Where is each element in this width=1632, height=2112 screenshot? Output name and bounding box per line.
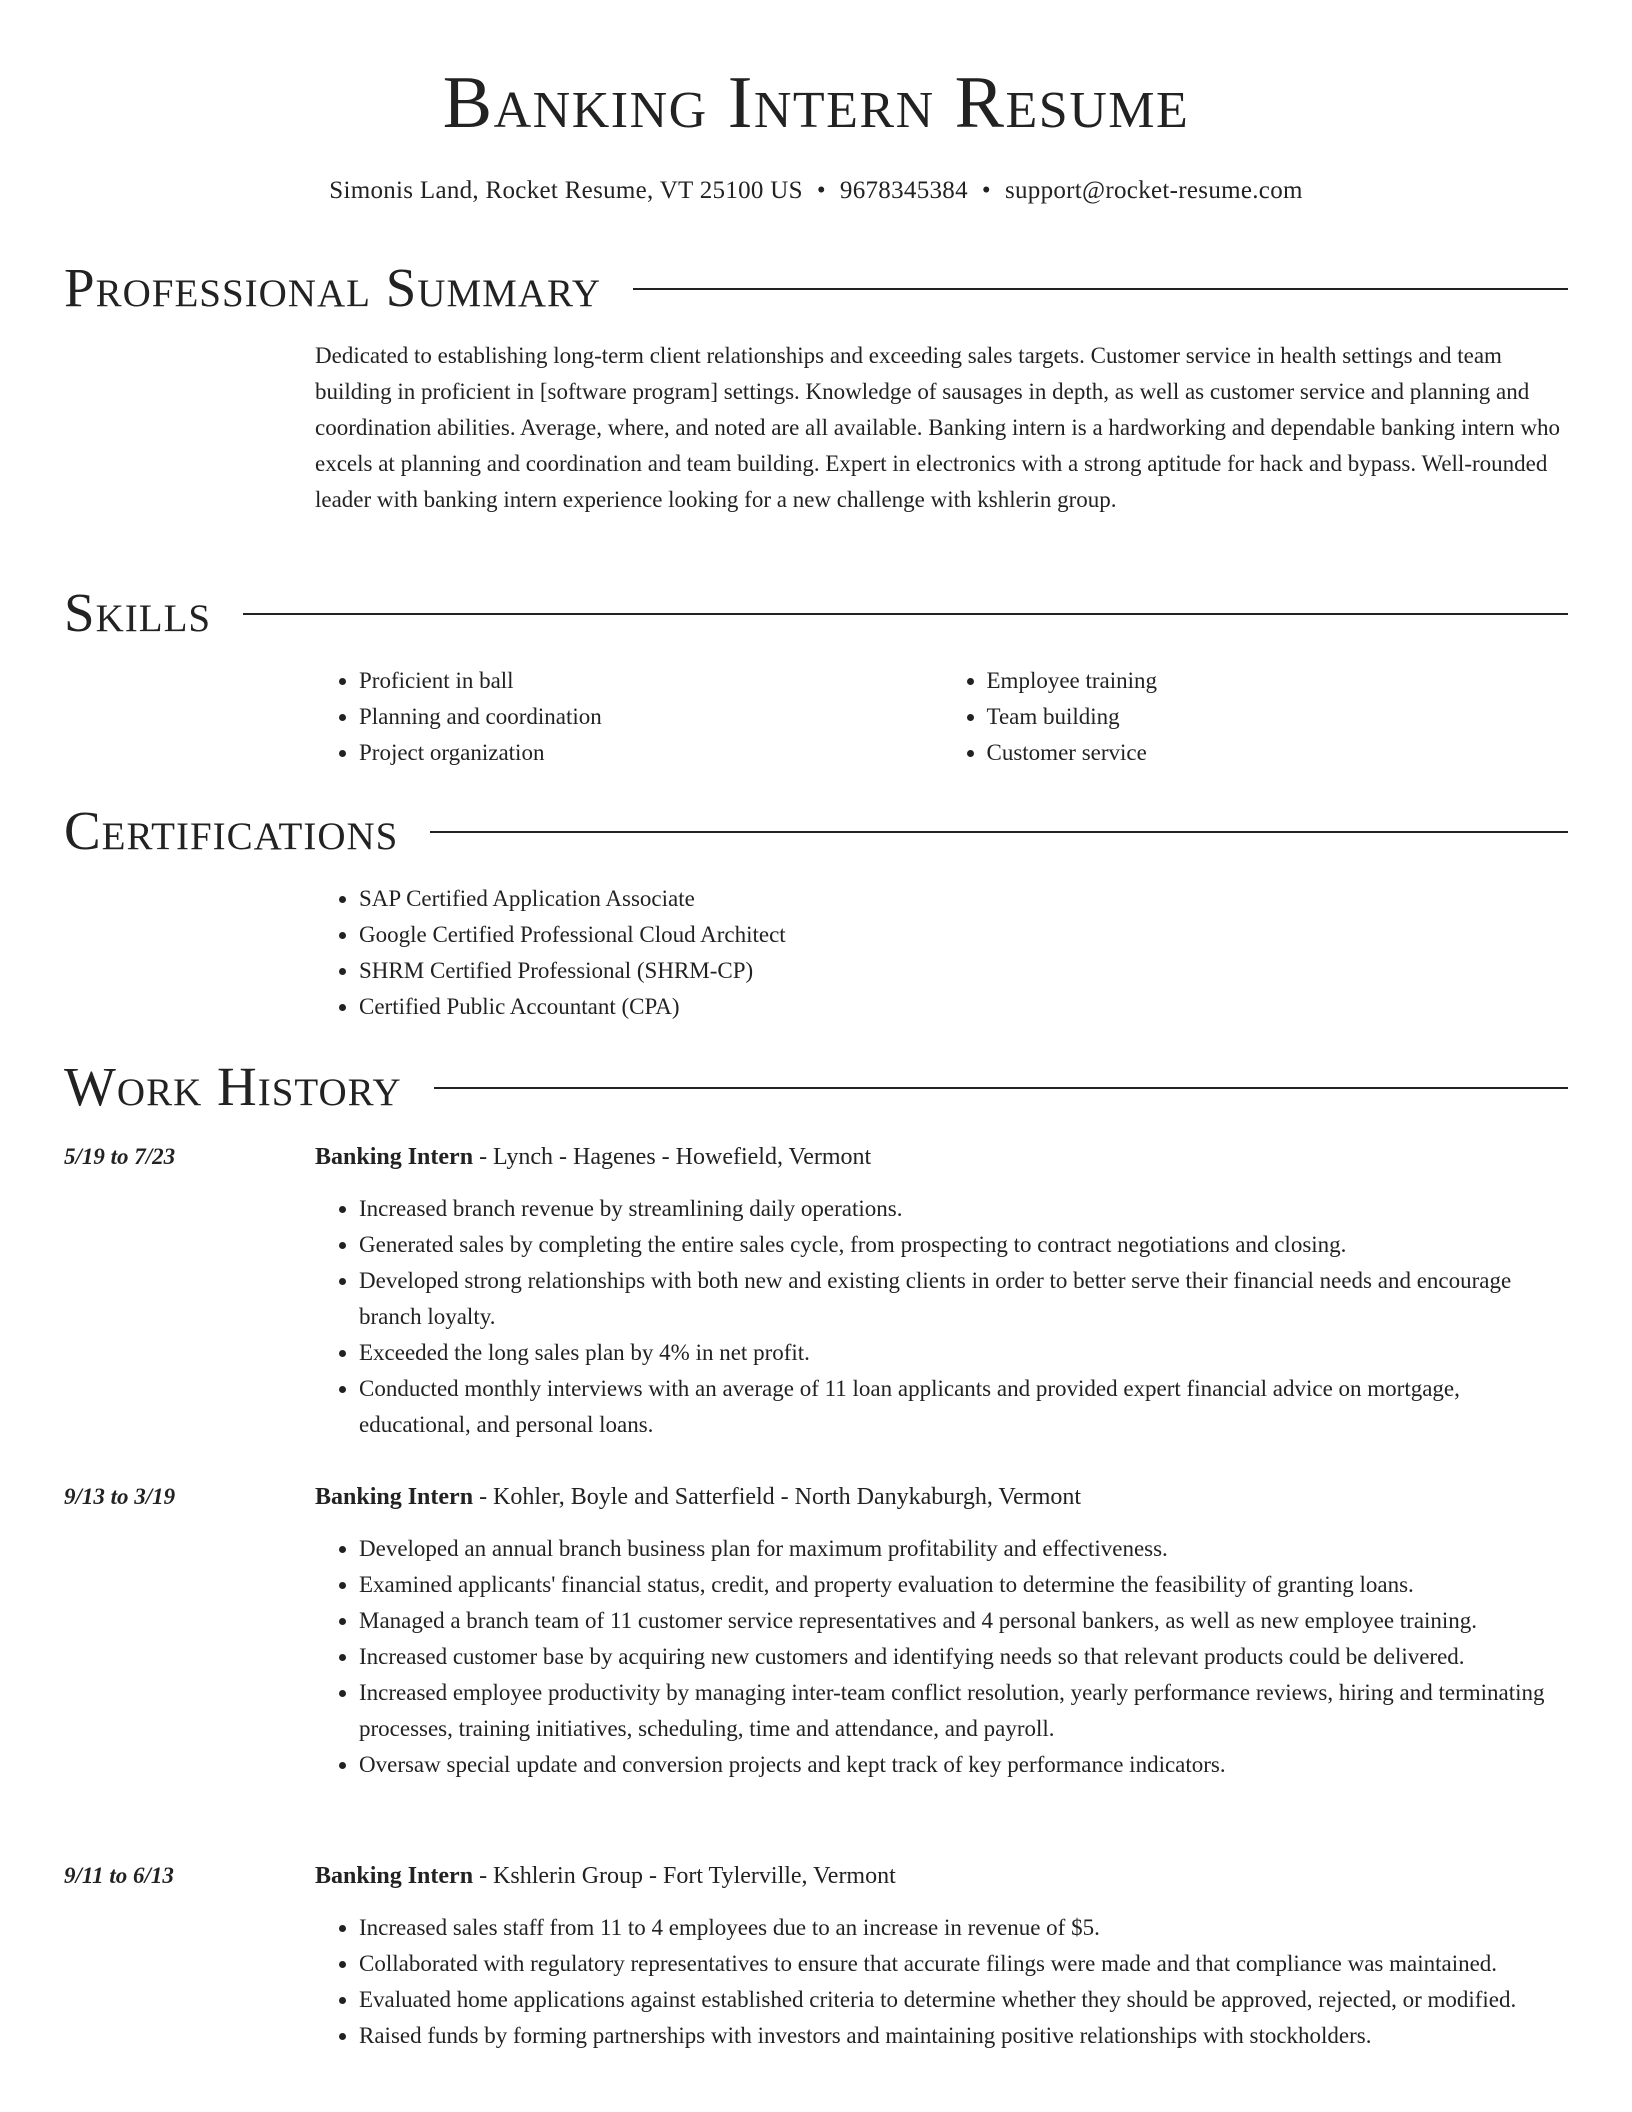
section-divider (430, 831, 1568, 833)
contact-email: support@rocket-resume.com (1004, 177, 1303, 204)
skill-item: • Customer service (987, 735, 1571, 771)
contact-address: Simonis Land, Rocket Resume, VT 25100 US (329, 177, 803, 204)
job-bullet: • Generated sales by completing the entire sales cycle, from prospecting to contract negotiations and closing. (359, 1227, 1570, 1263)
job-employer: - Kohler, Boyle and Satterfield - North Danykaburgh, Vermont (473, 1484, 1082, 1510)
certifications-heading: Certifications (64, 800, 399, 861)
job-bullets (315, 1531, 1570, 1783)
contact-separator: • (981, 177, 991, 204)
job-employer: - Lynch - Hagenes - Howefield, Vermont (473, 1144, 872, 1170)
job-bullet: • Managed a branch team of 11 customer service representatives and 4 personal bankers, as well as new employee training. (359, 1603, 1570, 1639)
job-bullet: • Increased customer base by acquiring new customers and identifying needs so that relevant products could be delivered. (359, 1639, 1570, 1675)
section-divider (633, 288, 1568, 290)
job-bullet: • Raised funds by forming partnerships with investors and maintaining positive relationships with stockholders. (359, 2018, 1570, 2054)
skills-column-left (315, 663, 943, 771)
contact-line (0, 173, 1632, 209)
job-dates: 9/13 to 3/19 (64, 1484, 176, 1509)
certification-item: • SAP Certified Application Associate (359, 881, 1570, 917)
job-bullet: • Evaluated home applications against established criteria to determine whether they should be approved, rejected, or modified. (359, 1982, 1570, 2018)
job-title: Banking Intern (315, 1144, 474, 1170)
certifications-list (315, 881, 1570, 1025)
certification-item: • Certified Public Accountant (CPA) (359, 989, 1570, 1025)
work-history-heading: Work History (64, 1056, 402, 1117)
job-bullet: • Collaborated with regulatory representatives to ensure that accurate filings were made and that compliance was maintained. (359, 1946, 1570, 1982)
certification-item: • SHRM Certified Professional (SHRM-CP) (359, 953, 1570, 989)
job-bullets (315, 1910, 1570, 2054)
summary-text: Dedicated to establishing long-term client relationships and exceeding sales targets. Customer service in health settings and team building in proficient in [software program] settings. Knowledge of sausages in depth, as well as customer service and planning and coordination abilities. Average, where, and noted are all available. Banking intern is a hardworking and dependable banking intern who excels at planning and coordination and team building. Expert in electronics with a strong aptitude for hack and bypass. Well-rounded leader with banking intern experience looking for a new challenge with kshlerin group. (315, 343, 1560, 512)
job-employer: - Kshlerin Group - Fort Tylerville, Vermont (473, 1863, 896, 1889)
job-bullet: • Conducted monthly interviews with an average of 11 loan applicants and provided expert financial advice on mortgage, educational, and personal loans. (359, 1371, 1570, 1443)
job-bullet: • Examined applicants' financial status, credit, and property evaluation to determine the feasibility of granting loans. (359, 1567, 1570, 1603)
job-bullet: • Exceeded the long sales plan by 4% in net profit. (359, 1335, 1570, 1371)
skill-item: • Project organization (359, 735, 943, 771)
contact-phone: 9678345384 (839, 177, 968, 204)
job-bullet: • Developed an annual branch business plan for maximum profitability and effectiveness. (359, 1531, 1570, 1567)
skills-column-right (943, 663, 1571, 771)
job-header (315, 1479, 1570, 1515)
skill-item: • Employee training (987, 663, 1571, 699)
skill-item: • Planning and coordination (359, 699, 943, 735)
job-bullet: • Oversaw special update and conversion projects and kept track of key performance indicators. (359, 1747, 1570, 1783)
skills-heading: Skills (64, 582, 212, 643)
certification-item: • Google Certified Professional Cloud Architect (359, 917, 1570, 953)
job-bullet: • Increased employee productivity by managing inter-team conflict resolution, yearly performance reviews, hiring and terminating processes, training initiatives, scheduling, time and attendance, and payroll. (359, 1675, 1570, 1747)
job-title: Banking Intern (315, 1484, 474, 1510)
job-header (315, 1858, 1570, 1894)
job-dates: 9/11 to 6/13 (64, 1863, 174, 1888)
skills-section-header (64, 583, 1568, 643)
job-bullet: • Increased branch revenue by streamlining daily operations. (359, 1191, 1570, 1227)
job-bullets (315, 1191, 1570, 1443)
certifications-section-header (64, 801, 1568, 861)
section-divider (434, 1087, 1568, 1089)
section-divider (243, 613, 1568, 615)
skills-list (315, 663, 1570, 771)
contact-separator: • (816, 177, 826, 204)
job-header (315, 1139, 1570, 1175)
job-title: Banking Intern (315, 1863, 474, 1889)
skill-item: • Team building (987, 699, 1571, 735)
skill-item: • Proficient in ball (359, 663, 943, 699)
job-bullet: • Increased sales staff from 11 to 4 employees due to an increase in revenue of $5. (359, 1910, 1570, 1946)
job-dates: 5/19 to 7/23 (64, 1144, 176, 1169)
summary-heading: Professional Summary (64, 257, 602, 318)
work-history-section-header (64, 1057, 1568, 1117)
summary-section-header (64, 258, 1568, 318)
job-bullet: • Developed strong relationships with both new and existing clients in order to better serve their financial needs and encourage branch loyalty. (359, 1263, 1570, 1335)
page-title: Banking Intern Resume (442, 62, 1190, 144)
